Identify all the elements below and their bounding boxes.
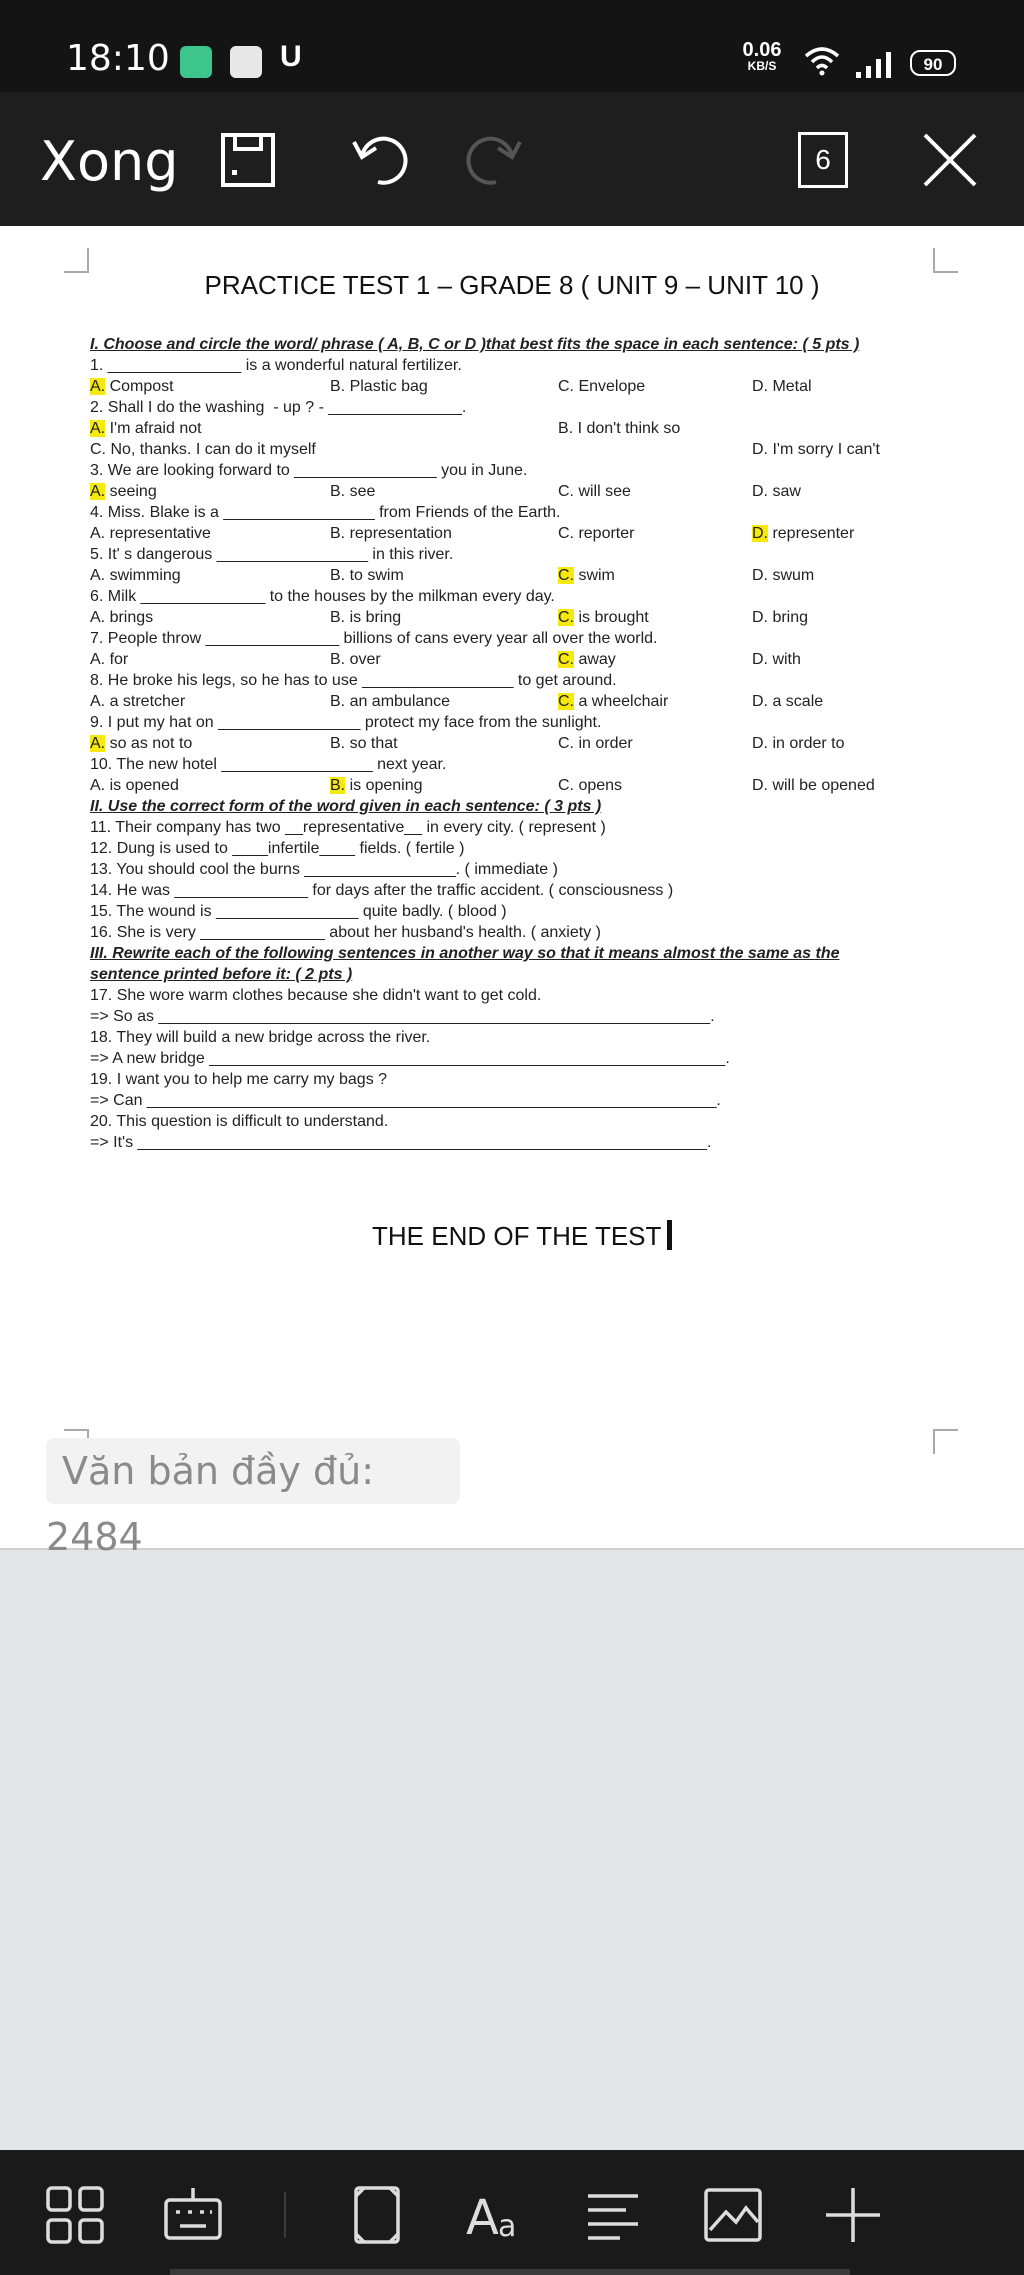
q19-answer-line: => Can ________________________________________________________________. xyxy=(90,1092,721,1109)
image-icon[interactable] xyxy=(700,2182,766,2248)
close-icon[interactable] xyxy=(910,120,990,200)
q3-option-a: A. seeing xyxy=(90,483,157,500)
question-20: 20. This question is difficult to understand. xyxy=(90,1113,389,1130)
status-time: 18:10 xyxy=(66,38,170,79)
question-17: 17. She wore warm clothes because she didn't want to get cold. xyxy=(90,987,542,1004)
q7-option-a: A. for xyxy=(90,651,129,668)
q2-option-c: C. No, thanks. I can do it myself xyxy=(90,441,316,458)
q8-option-a: A. a stretcher xyxy=(90,693,186,710)
signal-icon xyxy=(856,50,896,78)
q1-option-d: D. Metal xyxy=(752,378,812,395)
q6-option-c: C. is brought xyxy=(558,609,649,626)
q5-option-c: C. swim xyxy=(558,567,615,584)
question-7: 7. People throw _______________ billions of cans every year all over the world. xyxy=(90,630,658,647)
q10-option-d: D. will be opened xyxy=(752,777,875,794)
q6-option-d: D. bring xyxy=(752,609,809,626)
add-icon[interactable] xyxy=(820,2182,886,2248)
q9-option-b: B. so that xyxy=(330,735,398,752)
q2-option-b: B. I don't think so xyxy=(558,420,681,437)
q4-option-a: A. representative xyxy=(90,525,211,542)
keyboard-icon[interactable] xyxy=(160,2182,226,2248)
q20-answer-line: => It's ________________________________________________________________. xyxy=(90,1134,712,1151)
question-14: 14. He was _______________ for days after the traffic accident. ( consciousness ) xyxy=(90,882,674,899)
toolbar-divider xyxy=(284,2192,286,2238)
q6-option-a: A. brings xyxy=(90,609,154,626)
q10-option-c: C. opens xyxy=(558,777,623,794)
q4-option-c: C. reporter xyxy=(558,525,635,542)
question-2: 2. Shall I do the washing - up ? - _______________. xyxy=(90,399,467,416)
q8-option-c: C. a wheelchair xyxy=(558,693,669,710)
u-notification-icon: U xyxy=(280,40,302,73)
question-10: 10. The new hotel _________________ next year. xyxy=(90,756,447,773)
q3-option-d: D. saw xyxy=(752,483,801,500)
bottom-toolbar xyxy=(0,2150,1024,2275)
svg-text:A: A xyxy=(466,2190,499,2246)
grid-icon[interactable] xyxy=(42,2182,108,2248)
status-bar xyxy=(0,0,1024,92)
question-6: 6. Milk ______________ to the houses by the milkman every day. xyxy=(90,588,555,605)
text-cursor xyxy=(667,1220,672,1250)
font-icon[interactable] xyxy=(462,2182,528,2248)
q8-option-b: B. an ambulance xyxy=(330,693,451,710)
end-of-test-line[interactable] xyxy=(372,1220,672,1252)
document-title: PRACTICE TEST 1 – GRADE 8 ( UNIT 9 – UNIT 10 ) xyxy=(204,270,820,300)
question-19: 19. I want you to help me carry my bags ? xyxy=(90,1071,388,1088)
section-3-heading-line2: sentence printed before it: ( 2 pts ) xyxy=(90,966,353,983)
q1-option-b: B. Plastic bag xyxy=(330,378,428,395)
wifi-icon xyxy=(804,44,840,76)
page-count-icon[interactable]: 6 xyxy=(798,132,848,188)
question-13: 13. You should cool the burns _________________. ( immediate ) xyxy=(90,861,558,878)
q5-option-a: A. swimming xyxy=(90,567,181,584)
q3-option-b: B. see xyxy=(330,483,376,500)
undo-icon[interactable] xyxy=(338,120,418,200)
q7-option-b: B. over xyxy=(330,651,381,668)
q4-option-b: B. representation xyxy=(330,525,452,542)
section-2-heading: II. Use the correct form of the word given in each sentence: ( 3 pts ) xyxy=(90,798,602,815)
section-1-heading: I. Choose and circle the word/ phrase ( A, B, C or D )that best fits the space in each sentence: ( 5 pts ) xyxy=(90,336,860,353)
question-16: 16. She is very ______________ about her husband's health. ( anxiety ) xyxy=(90,924,601,941)
done-button[interactable]: Xong xyxy=(40,130,179,193)
q17-answer-line: => So as ______________________________________________________________. xyxy=(90,1008,715,1025)
q2-option-d: D. I'm sorry I can't xyxy=(752,441,880,458)
q10-option-b: B. is opening xyxy=(330,777,423,794)
app-notification-icon xyxy=(180,46,212,78)
keyboard-notification-icon xyxy=(230,46,262,78)
q7-option-c: C. away xyxy=(558,651,616,668)
question-11: 11. Their company has two __representative__ in every city. ( represent ) xyxy=(90,819,606,836)
q9-option-d: D. in order to xyxy=(752,735,845,752)
q8-option-d: D. a scale xyxy=(752,693,824,710)
navigation-bar xyxy=(170,2269,850,2275)
section-3-heading-line1: III. Rewrite each of the following sentences in another way so that it means almost the same as the xyxy=(90,945,840,962)
q6-option-b: B. is bring xyxy=(330,609,402,626)
q18-answer-line: => A new bridge __________________________________________________________. xyxy=(90,1050,730,1067)
margin-corner-bottom-right xyxy=(932,1428,958,1454)
question-18: 18. They will build a new bridge across the river. xyxy=(90,1029,431,1046)
save-icon[interactable] xyxy=(208,120,288,200)
question-8: 8. He broke his legs, so he has to use _________________ to get around. xyxy=(90,672,617,689)
editor-toolbar xyxy=(0,92,1024,226)
question-15: 15. The wound is ________________ quite badly. ( blood ) xyxy=(90,903,507,920)
redo-icon[interactable] xyxy=(456,120,536,200)
word-count-label: Văn bản đầy đủ: 2484 xyxy=(46,1438,460,1504)
q7-option-d: D. with xyxy=(752,651,801,668)
q4-option-d: D. representer xyxy=(752,525,855,542)
q5-option-d: D. swum xyxy=(752,567,815,584)
q10-option-a: A. is opened xyxy=(90,777,179,794)
question-4: 4. Miss. Blake is a _________________ from Friends of the Earth. xyxy=(90,504,561,521)
q3-option-c: C. will see xyxy=(558,483,631,500)
q9-option-a: A. so as not to xyxy=(90,735,193,752)
page-frame-icon[interactable] xyxy=(344,2182,410,2248)
q5-option-b: B. to swim xyxy=(330,567,404,584)
question-5: 5. It' s dangerous _________________ in this river. xyxy=(90,546,454,563)
question-1: 1. _______________ is a wonderful natural fertilizer. xyxy=(90,357,462,374)
question-3: 3. We are looking forward to ________________ you in June. xyxy=(90,462,528,479)
battery-icon: 90 xyxy=(910,50,956,76)
q1-option-c: C. Envelope xyxy=(558,378,646,395)
end-of-test-text: THE END OF THE TEST xyxy=(372,1221,662,1251)
q1-option-a: A. Compost xyxy=(90,378,174,395)
align-icon[interactable] xyxy=(580,2182,646,2248)
q9-option-c: C. in order xyxy=(558,735,633,752)
q2-option-a: A. I'm afraid not xyxy=(90,420,202,437)
question-9: 9. I put my hat on ________________ protect my face from the sunlight. xyxy=(90,714,602,731)
question-12: 12. Dung is used to ____infertile____ fields. ( fertile ) xyxy=(90,840,465,857)
svg-text:a: a xyxy=(498,2209,517,2244)
network-speed: 0.06 KB/S xyxy=(742,39,782,73)
